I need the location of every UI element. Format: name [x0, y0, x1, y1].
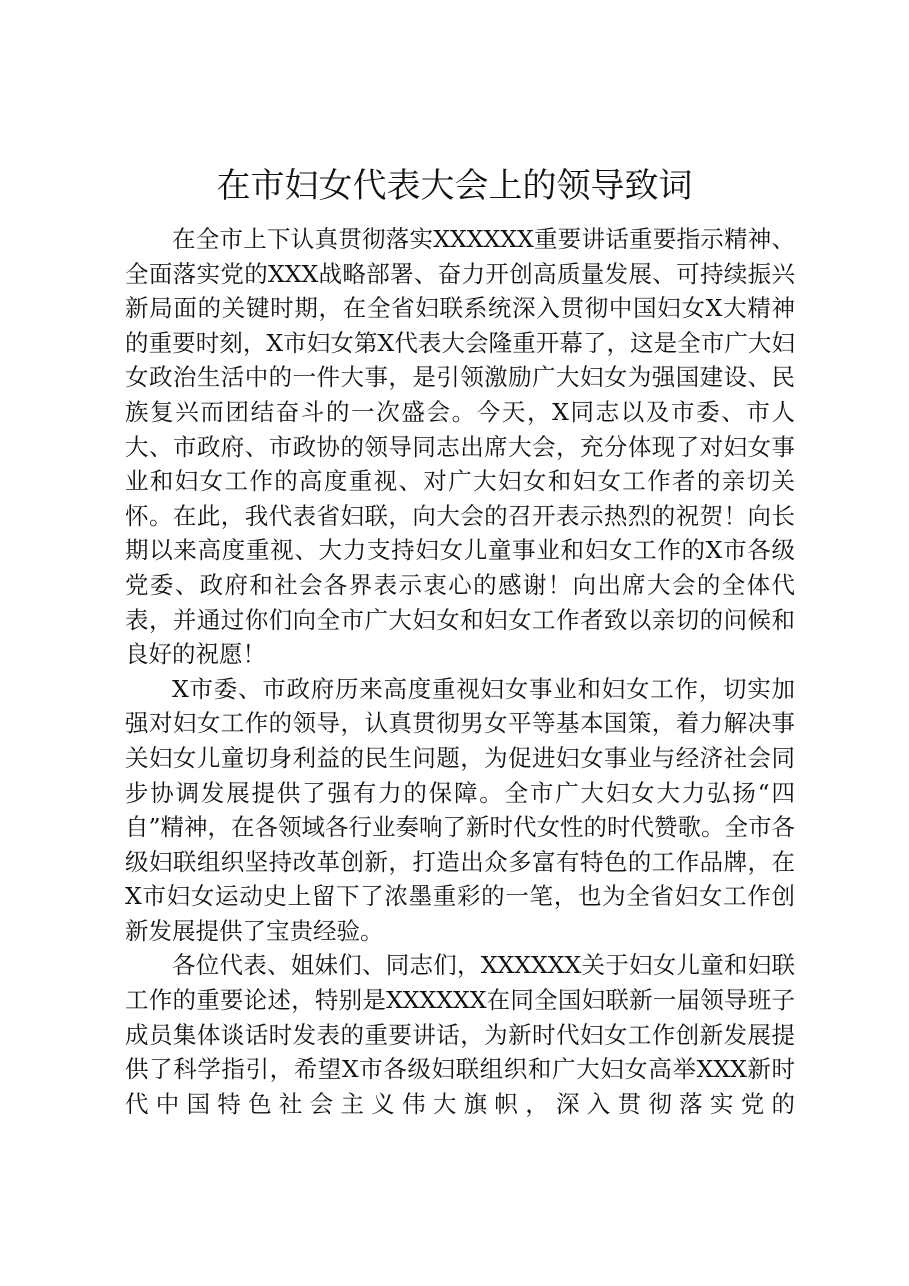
paragraph-2: X市委、市政府历来高度重视妇女事业和妇女工作，切实加强对妇女工作的领导，认真贯彻男女平等基本国策，着力解决事关妇女儿童切身利益的民生问题，为促进妇女事业与经济社会同步协调发展提供了强有力的保障。全市广大妇女大力弘扬“四自”精神，在各领域各行业奏响了新时代女性的时代赞歌。全市各级妇联组织坚持改革创新，打造出众多富有特色的工作品牌，在X市妇女运动史上留下了浓墨重彩的一笔，也为全省妇女工作创新发展提供了宝贵经验。: [125, 674, 796, 945]
paragraph-3: 各位代表、姐妹们、同志们，XXXXXX关于妇女儿童和妇联工作的重要论述，特别是XXXXXX在同全国妇联新一届领导班子成员集体谈话时发表的重要讲话，为新时代妇女工作创新发展提供了科学指引，希望X市各级妇联组织和广大妇女高举XXX新时代中国特色社会主义伟大旗帜，深入贯彻落实党的: [125, 951, 795, 1118]
document-title: 在市妇女代表大会上的领导致词: [216, 166, 693, 206]
paragraph-1: 在全市上下认真贯彻落实XXXXXX重要讲话重要指示精神、全面落实党的XXX战略部署、奋力开创高质量发展、可持续振兴新局面的关键时期，在全省妇联系统深入贯彻中国妇女X大精神的重要时刻，X市妇女第X代表大会隆重开幕了，这是全市广大妇女政治生活中的一件大事，是引领激励广大妇女为强国建设、民族复兴而团结奋斗的一次盛会。今天，X同志以及市委、市人大、市政府、市政协的领导同志出席大会，充分体现了对妇女事业和妇女工作的高度重视、对广大妇女和妇女工作者的亲切关怀。在此，我代表省妇联，向大会的召开表示热烈的祝贺！向长期以来高度重视、大力支持妇女儿童事业和妇女工作的X市各级党委、政府和社会各界表示衷心的感谢！向出席大会的全体代表，并通过你们向全市广大妇女和妇女工作者致以亲切的问候和良好的祝愿！: [125, 225, 795, 669]
document-body: [125, 222, 795, 1121]
